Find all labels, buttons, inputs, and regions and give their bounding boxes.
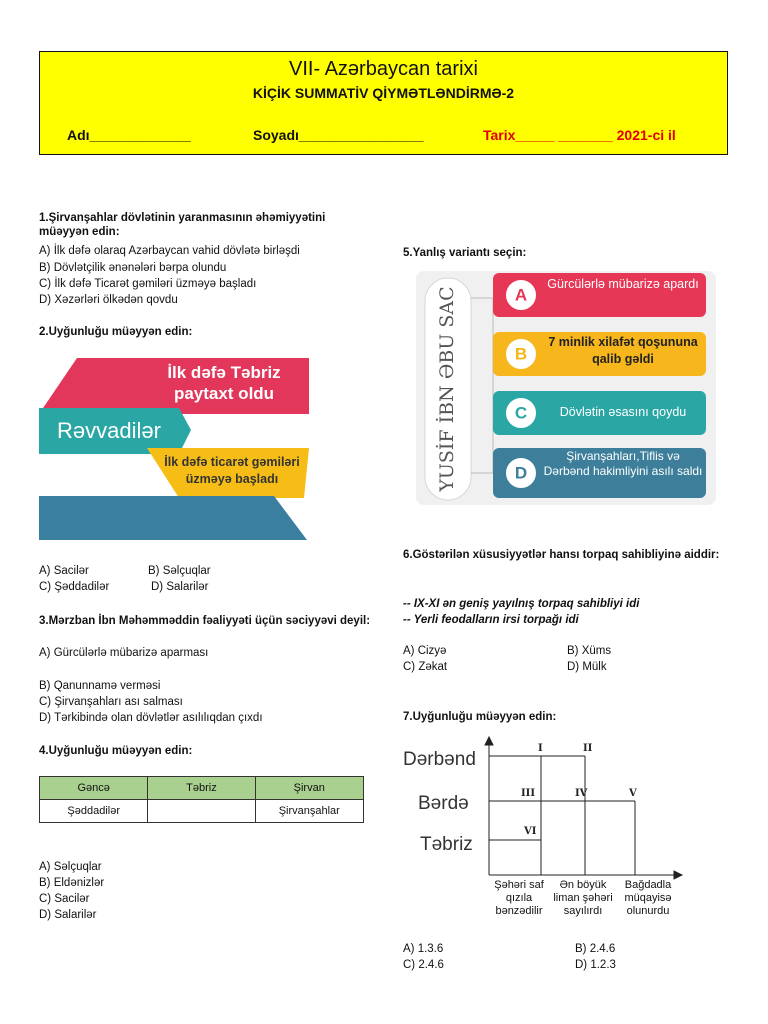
q6-option-d[interactable]: D) Mülk [567,661,607,673]
q7-option-b[interactable]: B) 2.4.6 [575,943,616,955]
q6-note-1: -- IX-XI ən geniş yayılnış torpaq sahibliyi idi [403,598,640,610]
q1-text: 1.Şirvanşahlar dövlətinin yaranmasının əhəmiyyətini müəyyən edin: [39,212,326,238]
q7-option-a[interactable]: A) 1.3.6 [403,943,444,955]
q5-diagram [413,268,719,508]
q5-text: 5.Yanlış variantı seçin: [403,247,527,259]
q7-row-berde: Bərdə [418,793,469,814]
q7-col-3: Bağdadla müqayisə olunurdu [624,879,672,917]
name-field[interactable]: Adı_____________ [67,127,191,143]
q4-cell-tabriz[interactable] [148,800,255,823]
q7-text: 7.Uyğunluğu müəyyən edin: [403,711,557,723]
q3-option-d[interactable]: D) Tərkibində olan dövlətlər asılılıqdan çıxdı [39,712,263,724]
q7-mark-5: V [629,788,637,799]
q7-row-tebriz: Təbriz [420,834,473,855]
q4-cell-shirvan: Şirvanşahlar [255,800,363,823]
q7-col-1: Şəhəri saf qızıla bənzədilir [494,879,544,917]
q7-mark-4: IV [575,788,588,799]
q4-cell-ganja: Şəddadilər [40,800,148,823]
q5-text-a: Gürcülərlə mübarizə apardı [547,277,699,291]
q7-mark-2: II [583,743,593,754]
q4-option-a[interactable]: A) Səlçuqlar [39,861,102,873]
q7-mark-3: III [521,788,536,799]
q5-item-d[interactable] [493,448,706,498]
q5-text-b: 7 minlik xilafət qoşununa qalib gəldi [548,335,698,366]
q2-diagram [39,358,324,553]
q6-option-c[interactable]: C) Zəkat [403,661,448,673]
banner-blue [39,496,307,540]
q5-vertical-text: YUSİF İBN ƏBU SAC [436,286,458,492]
q3-option-c[interactable]: C) Şirvanşahları ası salması [39,696,183,708]
q5-item-c[interactable] [493,391,706,435]
q5-item-a[interactable] [493,273,706,317]
banner3-text: İlk dəfə ticarət gəmiləri üzməyə başladı [164,455,300,486]
q1-option-c[interactable]: C) İlk dəfə Ticarət gəmiləri üzməyə başladı [39,278,257,290]
q2-option-a[interactable]: A) Sacilər [39,565,89,577]
q4-header-tabriz: Təbriz [148,777,255,800]
date-field[interactable]: Tarix_____ _______ 2021-ci il [483,127,676,143]
header-subtitle: KİÇİK SUMMATİV QİYMƏTLƏNDİRMƏ-2 [252,85,515,101]
q2-text: 2.Uyğunluğu müəyyən edin: [39,326,193,338]
q1-option-b[interactable]: B) Dövlətçilik ənənələri bərpa olundu [39,262,227,274]
banner1-text: İlk dəfə Təbriz paytaxt oldu [167,363,281,403]
surname-field[interactable]: Soyadı________________ [253,127,424,143]
q7-option-c[interactable]: C) 2.4.6 [403,959,444,971]
q4-text: 4.Uyğunluğu müəyyən edin: [39,745,193,757]
q7-option-d[interactable]: D) 1.2.3 [575,959,616,971]
q4-header-shirvan: Şirvan [255,777,363,800]
q1-option-d[interactable]: D) Xəzərləri ölkədən qovdu [39,294,178,306]
q5-item-b[interactable] [493,332,706,376]
q6-option-a[interactable]: A) Cizyə [403,645,447,657]
q4-table [39,776,364,823]
q2-option-d[interactable]: D) Salarilər [151,581,209,593]
q3-option-b[interactable]: B) Qanunnamə verməsi [39,680,161,692]
q3-option-a[interactable]: A) Gürcülərlə mübarizə aparması [39,647,209,659]
q5-letter-b: B [514,344,528,364]
header-title: VII- Azərbaycan tarixi [289,58,478,80]
q5-letter-d: D [514,463,528,483]
q2-option-c[interactable]: C) Şəddadilər [39,581,110,593]
q1-option-a[interactable]: A) İlk dəfə olaraq Azərbaycan vahid dövlətə birləşdi [39,245,300,257]
banner2-text: Rəvvadilər [57,418,161,443]
q3-text: 3.Mərzban İbn Məhəmməddin fəaliyyəti üçün səciyyəvi deyil: [39,615,371,627]
q5-text-c: Dövlətin əsasını qoydu [559,405,687,419]
q6-text: 6.Göstərilən xüsusiyyətlər hansı torpaq sahibliyinə aiddir: [403,549,720,561]
q5-letter-a: A [514,285,528,305]
q4-option-b[interactable]: B) Eldənizlər [39,877,105,889]
q7-row-derbend: Dərbənd [403,749,476,770]
q6-note-2: -- Yerli feodalların irsi torpağı idi [403,614,579,626]
q7-col-2: Ən böyük liman şəhəri sayılırdı [553,879,613,917]
q6-option-b[interactable]: B) Xüms [567,645,612,657]
q7-mark-6: VI [524,826,537,837]
q4-header-ganja: Gəncə [40,777,148,800]
q5-text-d: Şirvanşahları,Tiflis və Dərbənd hakimliyini asılı saldı [543,449,703,478]
q7-mark-1: I [538,743,543,754]
q4-option-d[interactable]: D) Salarilər [39,909,97,921]
q5-letter-c: C [514,403,528,423]
header-box [39,51,728,155]
q2-option-b[interactable]: B) Səlçuqlar [148,565,211,577]
q4-option-c[interactable]: C) Sacilər [39,893,90,905]
